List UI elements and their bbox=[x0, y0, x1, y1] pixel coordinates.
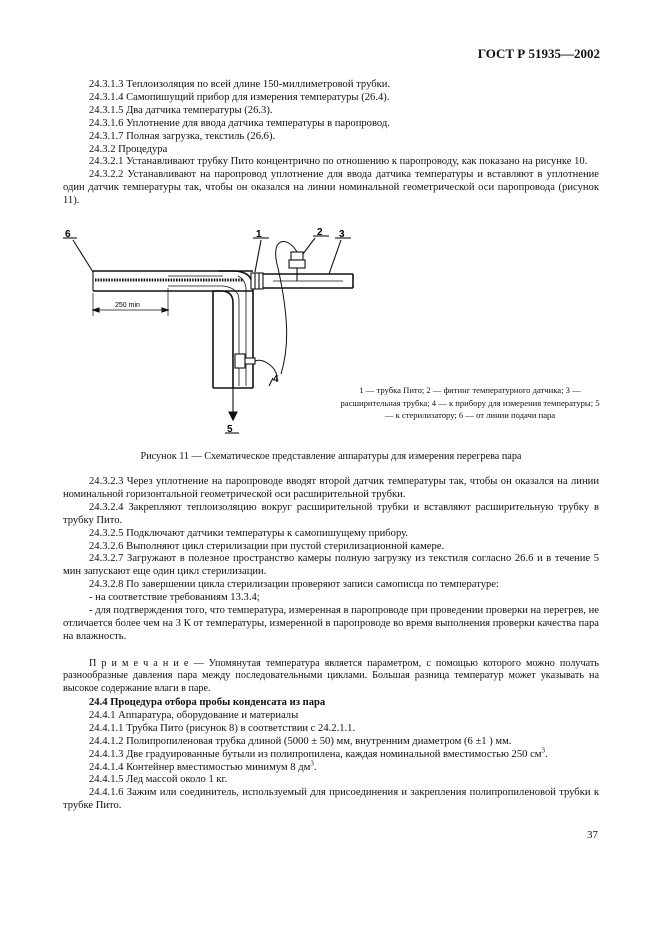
paragraph: 24.3.2.7 Загружают в полезное пространство камеры полную загрузку из текстиля согласно 26.6 и в течение 5 мин запускают еще один цикл стерилизации. bbox=[63, 553, 599, 578]
dimension-label: 250 min bbox=[115, 302, 140, 309]
section-24-4 bbox=[63, 697, 599, 813]
paragraph: 24.4.1 Аппаратура, оборудование и материалы bbox=[89, 709, 299, 721]
paragraph: 24.3.1.5 Два датчика температуры (26.3). bbox=[89, 104, 273, 116]
note-label: П р и м е ч а н и е bbox=[89, 658, 189, 669]
paragraph: 24.3.1.6 Уплотнение для ввода датчика температуры в паропровод. bbox=[89, 117, 390, 129]
paragraph: 24.3.1.4 Самопишущий прибор для измерения температуры (26.4). bbox=[89, 91, 390, 103]
section-heading: 24.4 Процедура отбора пробы конденсата из пара bbox=[89, 697, 326, 708]
label-1: 1 bbox=[256, 229, 262, 240]
paragraph: 24.4.1.3 Две градуированные бутыли из полипропилена, каждая номинальной вместимостью 250 $см^3$. bbox=[89, 746, 548, 760]
top-text-block bbox=[63, 79, 599, 208]
paragraph: 24.4.1.6 Зажим или соединитель, используемый для присоединения и закрепления полипропиленовой трубки к трубке Пито. bbox=[63, 787, 599, 812]
paragraph: 24.3.2.6 Выполняют цикл стерилизации при пустой стерилизационной камере. bbox=[89, 540, 445, 552]
middle-text-block bbox=[63, 476, 599, 644]
figure-caption: Рисунок 11 — Схематическое представление аппаратуры для измерения перегрева пара bbox=[140, 451, 522, 462]
paragraph: 24.4.1.1 Трубка Пито (рисунок 8) в соответствии с 24.2.1.1. bbox=[89, 722, 356, 734]
label-2: 2 bbox=[317, 228, 323, 238]
label-4: 4 bbox=[273, 374, 279, 385]
label-6-leader bbox=[73, 240, 93, 272]
paragraph: 24.4.1.2 Полипропиленовая трубка длиной (5000 ± 50) мм, внутренним диаметром (6 ±1 ) мм. bbox=[89, 735, 512, 747]
paragraph: 24.3.1.3 Теплоизоляция по всей длине 150-миллиметровой трубки. bbox=[89, 79, 391, 90]
paragraph: 24.3.2.1 Устанавливают трубку Пито концентрично по отношению к паропроводу, как показано на рисунке 10. bbox=[89, 156, 588, 168]
label-3: 3 bbox=[339, 229, 345, 240]
label-5: 5 bbox=[227, 424, 233, 435]
figure-legend: 1 — трубка Пито; 2 — фитинг температурного датчика; 3 — расширительная трубка; 4 — к прибору для измерения температуры; 5 — к стерилизатору; 6 — от линии подачи пара bbox=[340, 385, 600, 421]
paragraph: 24.3.2.8 По завершении цикла стерилизации проверяют записи самописца по температуре: bbox=[89, 579, 499, 591]
label-6: 6 bbox=[65, 229, 71, 240]
note-block bbox=[63, 658, 599, 695]
note-text: — Упомянутая температура является параметром, с помощью которого можно получать разнообразные давления пара между последовательными циклами. Большая разница температур может указывать на высокое содержание влаги в паре. bbox=[63, 658, 599, 694]
paragraph: 24.3.1.7 Полная загрузка, текстиль (26.6). bbox=[89, 130, 276, 142]
paragraph: 24.3.2 Процедура bbox=[89, 143, 168, 155]
document-header: ГОСТ Р 51935—2002 bbox=[477, 46, 600, 61]
paragraph: 24.3.2.4 Закрепляют теплоизоляцию вокруг расширительной трубки и вставляют расширительную трубку в трубку Пито. bbox=[63, 501, 599, 526]
paragraph: 24.3.2.5 Подключают датчики температуры к самопишущему прибору. bbox=[89, 527, 409, 539]
paragraph: 24.3.2.2 Устанавливают на паропровод уплотнение для ввода датчика температуры и вставляют в уплотнение один датчик температуры так, чтобы он оказался на линии номинальной геометрической оси паропровода (рисунок 11). bbox=[63, 169, 599, 207]
paragraph: 24.4.1.4 Контейнер вместимостью минимум 8 $дм^3$. bbox=[89, 759, 317, 773]
page-number: 37 bbox=[587, 829, 598, 841]
paragraph: 24.3.2.3 Через уплотнение на паропроводе вводят второй датчик температуры так, чтобы он оказался на линии номинальной горизонтальной геометрической оси расширительной трубки. bbox=[63, 476, 599, 500]
list-item: - на соответствие требованиям 13.3.4; bbox=[89, 592, 260, 604]
list-item: - для подтверждения того, что температура, измеренная в паропроводе при проведении проверки на перегрев, не отличается более чем на 3 К от температуры, измеренной в паропроводе во время выполнения проверки качества пара на влажность. bbox=[63, 605, 599, 642]
paragraph: 24.4.1.5 Лед массой около 1 кг. bbox=[89, 774, 228, 786]
